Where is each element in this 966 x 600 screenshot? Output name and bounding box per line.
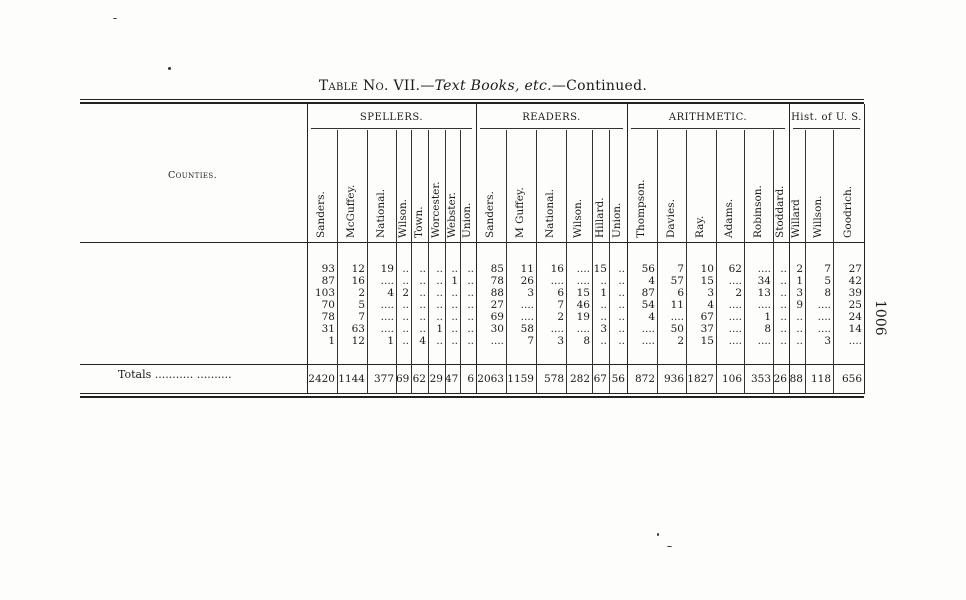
column-divider xyxy=(411,130,412,394)
print-speck xyxy=(113,18,117,19)
table-cell: .. xyxy=(451,311,458,323)
column-divider xyxy=(307,104,308,394)
table-cell: .. xyxy=(402,275,409,287)
table-cell: 4 xyxy=(419,335,426,347)
table-subject: Text Books, etc. xyxy=(434,78,552,94)
table-cell: 62 xyxy=(728,263,742,275)
table-label: Table No. VII. xyxy=(318,78,421,94)
table-cell: 57 xyxy=(670,275,684,287)
table-cell: .. xyxy=(796,323,803,335)
table-cell: 15 xyxy=(593,263,607,275)
totals-cell: 6 xyxy=(467,373,474,385)
table-cell: 7 xyxy=(358,311,365,323)
table-cell: 50 xyxy=(670,323,684,335)
table-cell: .. xyxy=(618,323,625,335)
totals-top-rule xyxy=(80,364,864,365)
table-cell: 8 xyxy=(764,323,771,335)
column-header: Sanders. xyxy=(315,191,327,238)
table-cell: 1 xyxy=(387,335,394,347)
table-cell: .. xyxy=(600,335,607,347)
table-cell: 3 xyxy=(600,323,607,335)
column-divider xyxy=(609,130,610,394)
totals-cell: 118 xyxy=(810,373,831,385)
table-cell: 54 xyxy=(641,299,655,311)
table-cell: 87 xyxy=(321,275,335,287)
column-header: Willson. xyxy=(812,195,824,238)
totals-cell: 29 xyxy=(429,373,443,385)
table-cell: 1 xyxy=(764,311,771,323)
table-cell: 26 xyxy=(520,275,534,287)
table-cell: 2 xyxy=(402,287,409,299)
column-header: Worcester. xyxy=(429,181,442,238)
table-cell: 31 xyxy=(321,323,335,335)
table-cell: 58 xyxy=(520,323,534,335)
totals-cell: 47 xyxy=(445,373,459,385)
column-divider xyxy=(428,130,429,394)
table-cell: .. xyxy=(451,299,458,311)
table-cell: 27 xyxy=(490,299,504,311)
print-speck xyxy=(168,67,171,70)
totals-cell: 106 xyxy=(721,373,742,385)
table-cell: 56 xyxy=(641,263,655,275)
table-cell: 6 xyxy=(677,287,684,299)
table-cell: .... xyxy=(490,335,504,347)
table-cell: .. xyxy=(618,299,625,311)
column-divider xyxy=(744,130,745,394)
totals-cell: 936 xyxy=(663,373,684,385)
table-cell: 70 xyxy=(321,299,335,311)
table-cell: .. xyxy=(451,335,458,347)
table-cell: .... xyxy=(670,311,684,323)
table-cell: 88 xyxy=(490,287,504,299)
totals-cell: 1144 xyxy=(338,373,365,385)
column-header: Webster. xyxy=(445,192,458,238)
table-cell: 1 xyxy=(328,335,335,347)
column-divider xyxy=(805,130,806,394)
table-cell: .... xyxy=(728,299,742,311)
table-cell: .... xyxy=(728,335,742,347)
table-cell: 30 xyxy=(490,323,504,335)
table-cell: .. xyxy=(600,299,607,311)
table-cell: .. xyxy=(796,335,803,347)
totals-cell: 2420 xyxy=(308,373,335,385)
table-cell: .. xyxy=(467,299,474,311)
table-cell: 7 xyxy=(677,263,684,275)
table-cell: .. xyxy=(402,335,409,347)
column-divider xyxy=(833,130,834,394)
table-cell: 78 xyxy=(321,311,335,323)
table-cell: .. xyxy=(467,311,474,323)
table-cell: .. xyxy=(618,287,625,299)
table-cell: 11 xyxy=(670,299,684,311)
table-cell: 16 xyxy=(550,263,564,275)
column-header: Wilson. xyxy=(396,198,409,238)
column-header: M Guffey. xyxy=(514,187,526,238)
table-cell: 15 xyxy=(700,335,714,347)
totals-cell: 69 xyxy=(396,373,410,385)
table-cell: 11 xyxy=(520,263,534,275)
table-cell: 4 xyxy=(648,275,655,287)
table-cell: 46 xyxy=(576,299,590,311)
table-cell: .. xyxy=(618,335,625,347)
table-cell: .... xyxy=(817,311,831,323)
table-cell: 15 xyxy=(576,287,590,299)
table-cell: 3 xyxy=(707,287,714,299)
table-cell: 63 xyxy=(351,323,365,335)
group-underline xyxy=(793,128,860,129)
column-divider xyxy=(566,130,567,394)
column-divider xyxy=(657,130,658,394)
table-cell: .. xyxy=(780,335,787,347)
totals-cell: 2063 xyxy=(477,373,504,385)
table-cell: .... xyxy=(550,275,564,287)
table-cell: .. xyxy=(419,287,426,299)
group-underline xyxy=(480,128,623,129)
table-title xyxy=(0,78,966,94)
table-cell: .. xyxy=(436,275,443,287)
table-cell: .. xyxy=(451,287,458,299)
table-cell: .. xyxy=(780,311,787,323)
top-rule-thick xyxy=(80,102,864,104)
group-header: READERS. xyxy=(522,112,581,123)
table-cell: .. xyxy=(436,287,443,299)
table-cell: 8 xyxy=(824,287,831,299)
table-cell: .. xyxy=(419,275,426,287)
totals-cell: 353 xyxy=(750,373,771,385)
table-cell: 27 xyxy=(848,263,862,275)
table-cell: .... xyxy=(576,323,590,335)
table-cell: 8 xyxy=(583,335,590,347)
table-cell: 4 xyxy=(648,311,655,323)
table-cell: 19 xyxy=(576,311,590,323)
table-cell: .. xyxy=(618,275,625,287)
totals-label: Totals ........... .......... xyxy=(118,368,232,381)
table-cell: 3 xyxy=(796,287,803,299)
table-cell: .. xyxy=(436,299,443,311)
table-cell: .... xyxy=(520,299,534,311)
table-cell: .... xyxy=(728,323,742,335)
table-cell: .... xyxy=(817,323,831,335)
table-cell: .. xyxy=(419,299,426,311)
table-cell: .. xyxy=(618,263,625,275)
table-cell: 103 xyxy=(314,287,335,299)
table-cell: .... xyxy=(380,323,394,335)
column-header: Davies. xyxy=(664,199,677,238)
column-header: Union. xyxy=(611,202,623,238)
group-underline xyxy=(311,128,472,129)
totals-cell: 62 xyxy=(412,373,426,385)
table-cell: .. xyxy=(436,311,443,323)
table-cell: .... xyxy=(380,275,394,287)
column-header: Ray. xyxy=(694,215,706,238)
column-header: Hillard. xyxy=(593,197,606,238)
table-cell: .... xyxy=(576,275,590,287)
table-cell: .. xyxy=(402,299,409,311)
table-cell: 1 xyxy=(451,275,458,287)
table-cell: .. xyxy=(780,287,787,299)
print-speck xyxy=(667,546,672,547)
table-cell: .... xyxy=(641,323,655,335)
column-header: Adams. xyxy=(723,198,735,238)
column-header: Stoddard. xyxy=(774,185,786,238)
table-cell: .. xyxy=(600,275,607,287)
table-cell: .. xyxy=(600,311,607,323)
counties-header: Counties. xyxy=(168,170,217,181)
table-cell: .. xyxy=(402,323,409,335)
table-cell: .... xyxy=(728,275,742,287)
table-cell: 7 xyxy=(557,299,564,311)
table-cell: 16 xyxy=(351,275,365,287)
table-cell: 5 xyxy=(824,275,831,287)
table-cell: 25 xyxy=(848,299,862,311)
table-cell: .... xyxy=(817,299,831,311)
table-cell: .. xyxy=(436,335,443,347)
table-cell: 3 xyxy=(824,335,831,347)
table-cell: .... xyxy=(848,335,862,347)
column-divider xyxy=(476,104,477,394)
column-header: Willard xyxy=(790,199,802,238)
table-cell: .. xyxy=(402,263,409,275)
table-cell: 13 xyxy=(757,287,771,299)
column-header: McGuffey. xyxy=(345,184,357,238)
table-cell: .. xyxy=(451,263,458,275)
table-cell: .. xyxy=(780,263,787,275)
column-header: National. xyxy=(374,188,387,238)
table-cell: .. xyxy=(780,275,787,287)
table-cell: 12 xyxy=(351,335,365,347)
table-cell: .... xyxy=(380,299,394,311)
column-divider xyxy=(686,130,687,394)
column-header: Sanders. xyxy=(484,191,496,238)
totals-cell: 1827 xyxy=(687,373,714,385)
table-cell: .. xyxy=(618,311,625,323)
table-cell: 2 xyxy=(796,263,803,275)
group-header: Hist. of U. S. xyxy=(791,112,862,123)
bottom-rule-thick xyxy=(80,396,864,398)
table-cell: 4 xyxy=(707,299,714,311)
column-divider xyxy=(592,130,593,394)
table-cell: 2 xyxy=(677,335,684,347)
table-cell: 5 xyxy=(358,299,365,311)
table-cell: 14 xyxy=(848,323,862,335)
totals-cell: 872 xyxy=(634,373,655,385)
table-cell: 1 xyxy=(600,287,607,299)
totals-cell: 67 xyxy=(593,373,607,385)
table-cell: 9 xyxy=(796,299,803,311)
table-cell: 93 xyxy=(321,263,335,275)
group-underline xyxy=(631,128,785,129)
print-speck xyxy=(657,533,659,536)
table-cell: 12 xyxy=(351,263,365,275)
table-cell: .. xyxy=(419,311,426,323)
table-cell: .... xyxy=(520,311,534,323)
table-cell: 42 xyxy=(848,275,862,287)
top-rule xyxy=(80,99,864,100)
table-cell: .. xyxy=(467,323,474,335)
page-number: 1006 xyxy=(872,300,888,336)
column-divider xyxy=(864,104,865,394)
column-divider xyxy=(716,130,717,394)
column-header: Goodrich. xyxy=(841,185,854,238)
table-cell: 1 xyxy=(796,275,803,287)
table-cell: .. xyxy=(780,323,787,335)
table-cell: .... xyxy=(641,335,655,347)
table-cell: 3 xyxy=(557,335,564,347)
table-cell: 78 xyxy=(490,275,504,287)
table-cell: .. xyxy=(467,287,474,299)
table-cell: 7 xyxy=(824,263,831,275)
totals-cell: 88 xyxy=(789,373,803,385)
table-cell: .. xyxy=(451,323,458,335)
column-header: Robinson. xyxy=(751,185,764,238)
totals-cell: 1159 xyxy=(507,373,534,385)
table-cell: 85 xyxy=(490,263,504,275)
table-cell: .... xyxy=(380,311,394,323)
table-cell: 4 xyxy=(387,287,394,299)
table-cell: 87 xyxy=(641,287,655,299)
table-cell: 69 xyxy=(490,311,504,323)
column-divider xyxy=(506,130,507,394)
table-cell: .... xyxy=(757,299,771,311)
table-cell: .... xyxy=(728,311,742,323)
table-cell: 19 xyxy=(380,263,394,275)
column-header: Town. xyxy=(412,206,425,238)
table-cell: .. xyxy=(402,311,409,323)
group-header: SPELLERS. xyxy=(359,112,424,123)
totals-cell: 377 xyxy=(373,373,394,385)
table-cell: .... xyxy=(757,263,771,275)
column-divider xyxy=(536,130,537,394)
table-cell: .. xyxy=(419,263,426,275)
table-cell: 6 xyxy=(557,287,564,299)
totals-cell: 56 xyxy=(611,373,625,385)
totals-cell: 26 xyxy=(773,373,787,385)
totals-cell: 578 xyxy=(543,373,564,385)
column-header: Wilson. xyxy=(572,198,584,238)
table-cell: 10 xyxy=(700,263,714,275)
column-divider xyxy=(337,130,338,394)
title-dash: — xyxy=(420,78,435,94)
table-cell: 2 xyxy=(735,287,742,299)
table-cell: 1 xyxy=(436,323,443,335)
group-header: ARITHMETIC. xyxy=(668,112,748,123)
table-cell: .. xyxy=(467,275,474,287)
table-cell: .. xyxy=(780,299,787,311)
column-divider xyxy=(627,104,628,394)
table-cell: 2 xyxy=(557,311,564,323)
table-cell: .. xyxy=(796,311,803,323)
table-cell: .... xyxy=(550,323,564,335)
totals-cell: 656 xyxy=(841,373,862,385)
table-cell: 7 xyxy=(527,335,534,347)
table-cell: 34 xyxy=(757,275,771,287)
column-header: Union. xyxy=(461,202,473,238)
table-cell: 37 xyxy=(700,323,714,335)
totals-cell: 282 xyxy=(569,373,590,385)
header-rule xyxy=(80,242,864,243)
table-cell: .. xyxy=(467,335,474,347)
table-cell: 15 xyxy=(700,275,714,287)
table-cell: 67 xyxy=(700,311,714,323)
table-cell: .. xyxy=(436,263,443,275)
table-cell: 3 xyxy=(527,287,534,299)
table-cell: .. xyxy=(467,263,474,275)
column-header: Thompson. xyxy=(635,179,647,238)
table-cell: 2 xyxy=(358,287,365,299)
column-header: National. xyxy=(544,188,556,238)
column-divider xyxy=(367,130,368,394)
table-cell: .. xyxy=(419,323,426,335)
title-continued: —Continued. xyxy=(551,78,648,94)
bottom-rule xyxy=(80,393,864,394)
table-cell: .... xyxy=(757,335,771,347)
table-cell: 24 xyxy=(848,311,862,323)
table-cell: 39 xyxy=(848,287,862,299)
table-cell: .... xyxy=(576,263,590,275)
